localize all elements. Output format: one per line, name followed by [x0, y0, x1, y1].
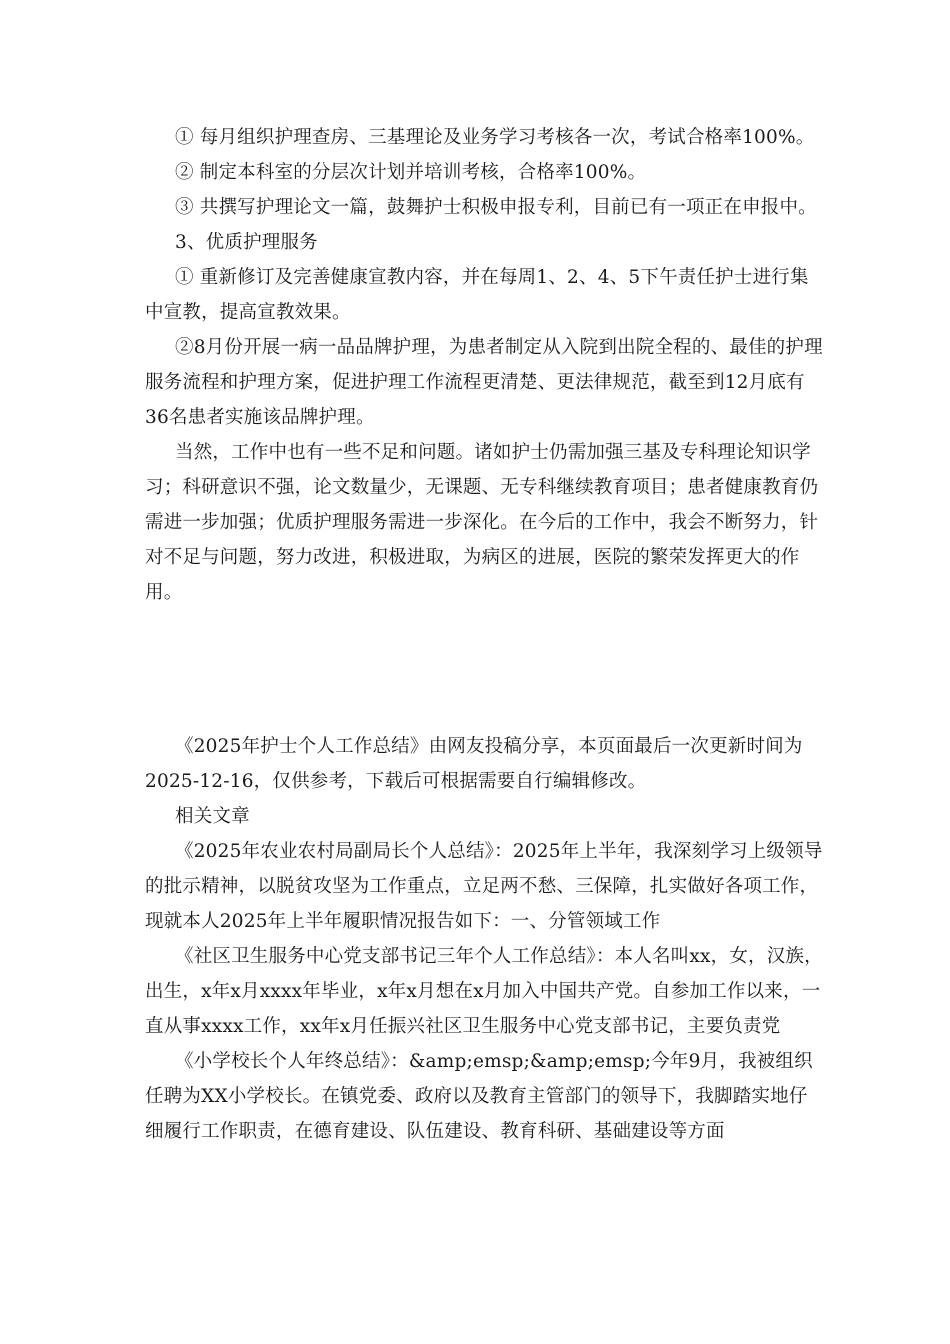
related-article-2[interactable]: 《社区卫生服务中心党支部书记三年个人工作总结》：本人名叫xx，女，汉族，出生，x年x月xxxx年毕业，x年x月想在x月加入中国共产党。自参加工作以来，一直从事xxxx工作，xx年x月任振兴社区卫生服务中心党支部书记，主要负责党: [145, 946, 823, 1037]
summary-item-2: ② 制定本科室的分层次计划并培训考核，合格率100%。: [175, 162, 647, 183]
share-and-related-section: [145, 729, 825, 1149]
closing-paragraph: 当然，工作中也有一些不足和问题。诸如护士仍需加强三基及专科理论知识学习；科研意识不强，论文数量少，无课题、无专科继续教育项目；患者健康教育仍需进一步加强；优质护理服务需进一步深化。在今后的工作中，我会不断努力，针对不足与问题，努力改进，积极进取，为病区的进展，医院的繁荣发挥更大的作用。: [145, 442, 819, 603]
related-article-1[interactable]: 《2025年农业农村局副局长个人总结》：2025年上半年，我深刻学习上级领导的批示精神，以脱贫攻坚为工作重点，立足两不愁、三保障，扎实做好各项工作，现就本人2025年上半年履职情况报告如下：一、分管领域工作: [145, 841, 823, 932]
related-article-3[interactable]: 《小学校长个人年终总结》：&amp;emsp;&amp;emsp;今年9月，我被组织任聘为XX小学校长。在镇党委、政府以及教育主管部门的领导下，我脚踏实地仔细履行工作职责，在德育建设、队伍建设、教育科研、基础建设等方面: [145, 1051, 813, 1142]
summary-item-3: ③ 共撰写护理论文一篇，鼓舞护士积极申报专利，目前已有一项正在申报中。: [175, 197, 817, 218]
section-heading-quality-care: 3、优质护理服务: [175, 232, 318, 253]
summary-item-5: ②8月份开展一病一品品牌护理，为患者制定从入院到出院全程的、最佳的护理服务流程和护理方案，促进护理工作流程更清楚、更法律规范，截至到12月底有36名患者实施该品牌护理。: [145, 337, 823, 428]
related-heading: 相关文章: [175, 806, 250, 827]
share-note: 《2025年护士个人工作总结》由网友投稿分享，本页面最后一次更新时间为2025-12-16，仅供参考，下载后可根据需要自行编辑修改。: [145, 736, 803, 792]
summary-item-1: ① 每月组织护理查房、三基理论及业务学习考核各一次，考试合格率100%。: [175, 127, 815, 148]
summary-item-4: ① 重新修订及完善健康宣教内容，并在每周1、2、4、5下午责任护士进行集中宣教，提高宣教效果。: [145, 267, 809, 323]
summary-section: [145, 120, 825, 610]
